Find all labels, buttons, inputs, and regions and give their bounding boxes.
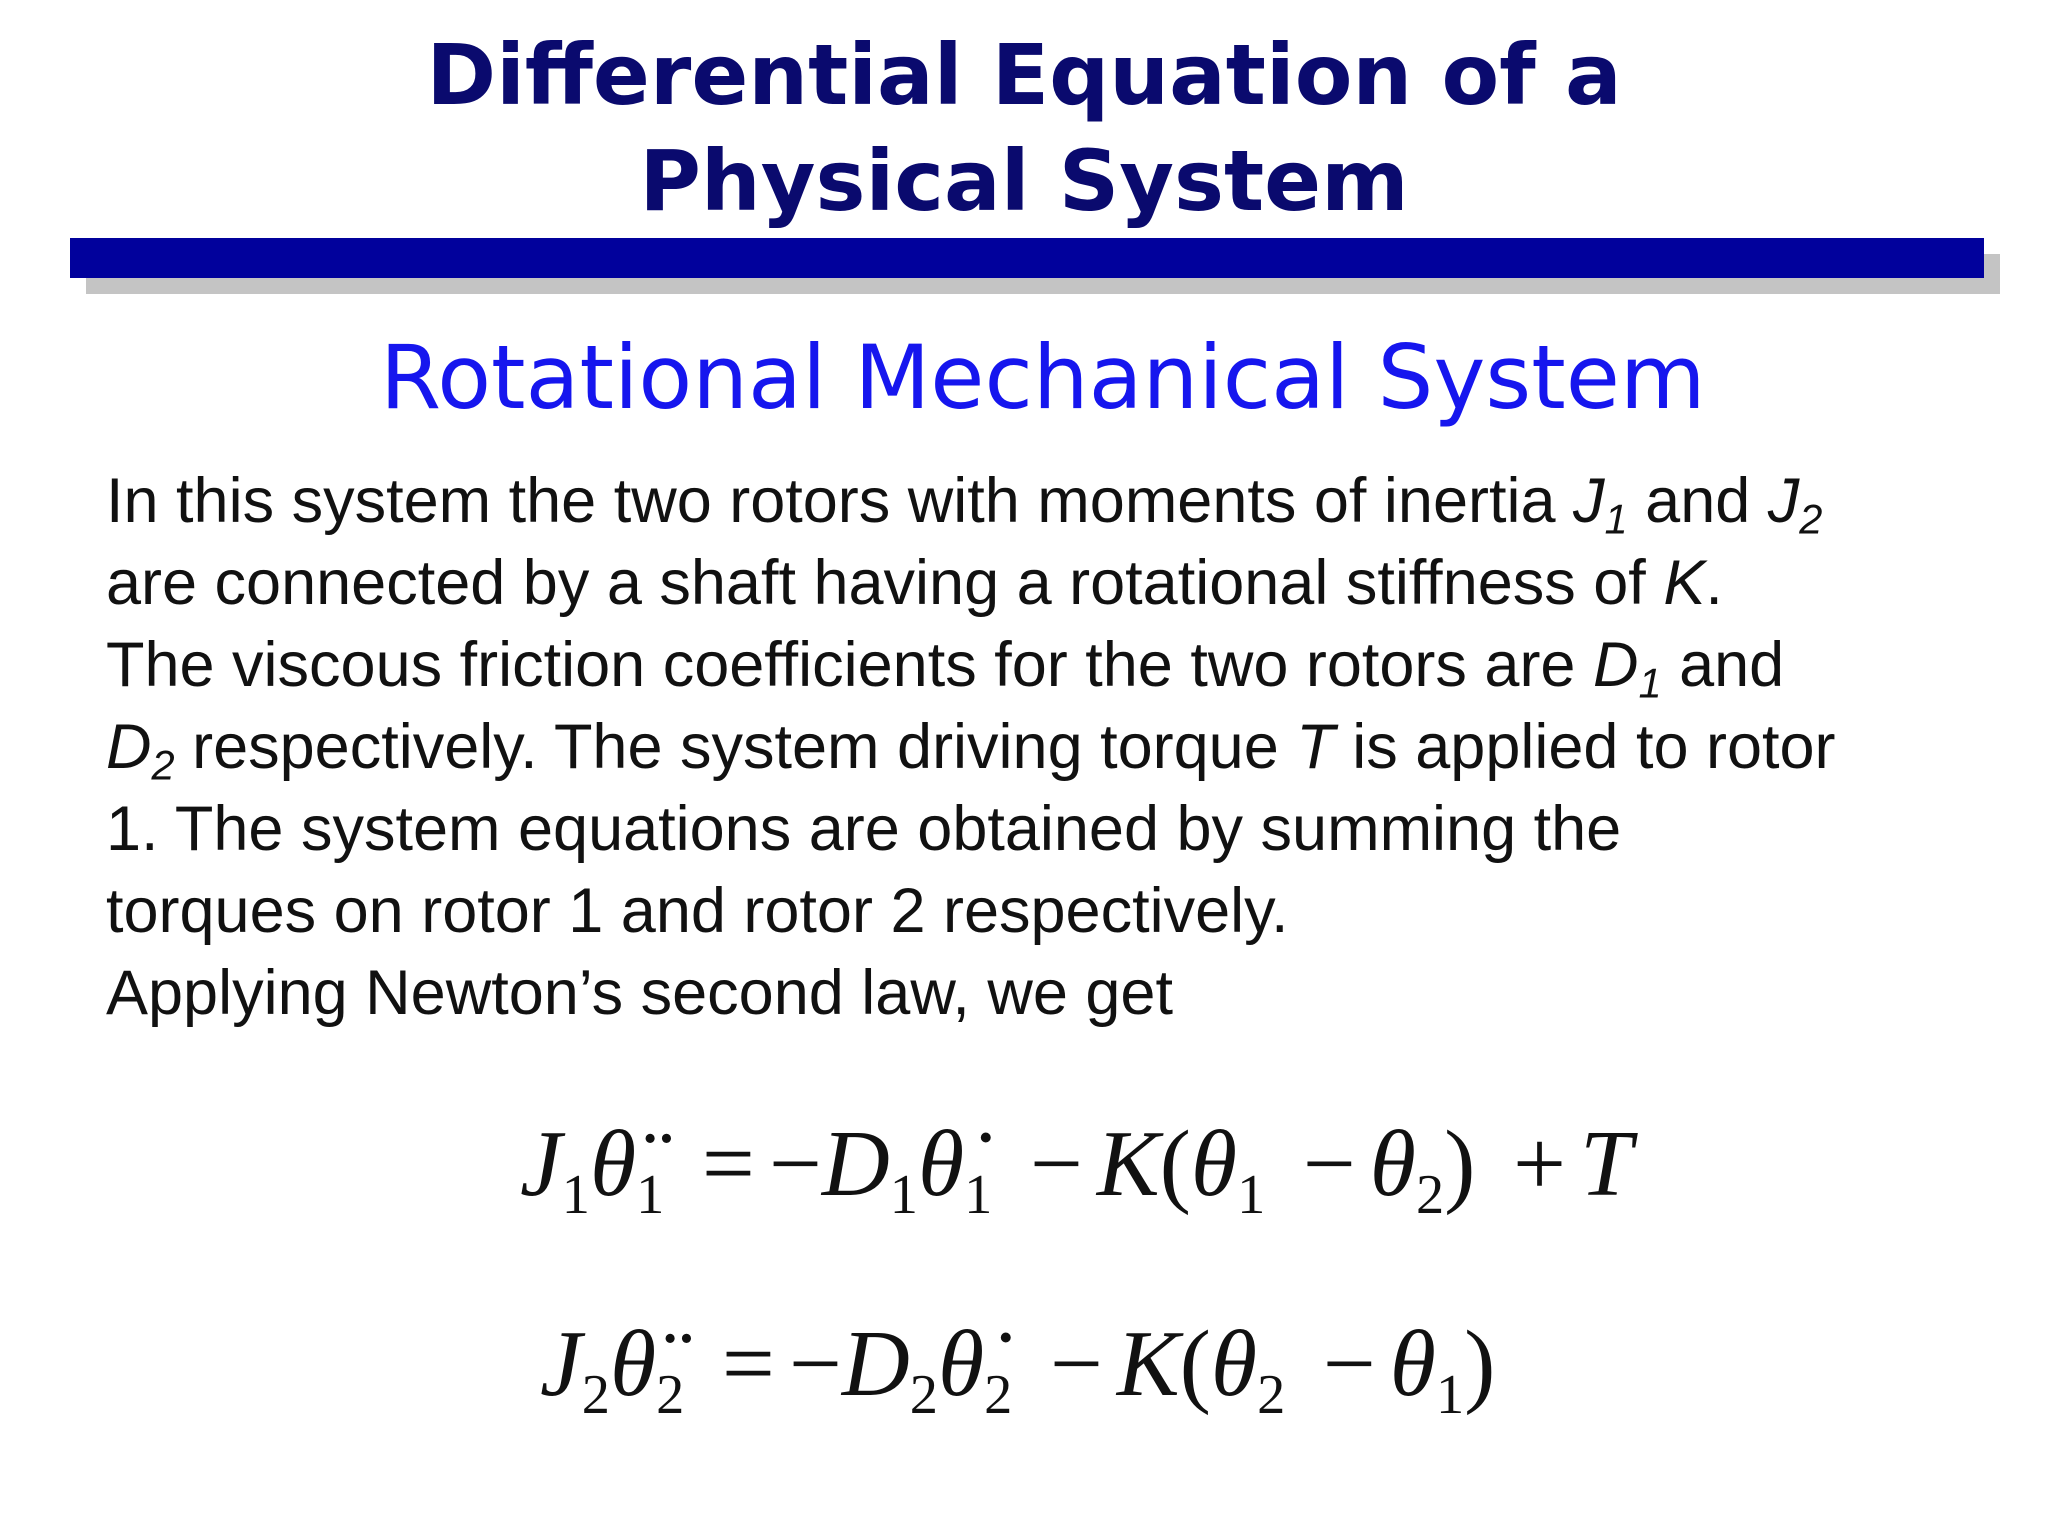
- eq-theta-ddot: θ̈: [589, 1112, 637, 1216]
- symbol: D: [106, 712, 152, 782]
- eq-theta-ddot: θ̈: [609, 1312, 657, 1416]
- eq-subscript: 2: [1257, 1364, 1286, 1427]
- symbol: J: [1573, 466, 1605, 536]
- eq-k: K: [1116, 1312, 1180, 1416]
- body-line-7: Applying Newton’s second law, we get: [106, 958, 1173, 1028]
- eq-subscript: 1: [889, 1164, 918, 1227]
- body-line-2: [106, 542, 2026, 624]
- eq-plus: +: [1512, 1112, 1566, 1216]
- stiffness-k: K: [1663, 548, 1706, 618]
- slide-title-line-2: Physical System: [639, 132, 1409, 230]
- symbol: J: [1767, 466, 1800, 536]
- equation-rotor-1: [520, 1110, 1633, 1227]
- body-text-run: and: [1661, 630, 1785, 700]
- eq-lparen: (: [1179, 1312, 1211, 1416]
- body-line-4: [106, 706, 2026, 788]
- eq-theta: θ: [1190, 1112, 1238, 1216]
- eq-theta-dot: θ̇: [937, 1312, 985, 1416]
- inertia-j2: [1767, 466, 1823, 543]
- slide-title-line-1: Differential Equation of a: [426, 26, 1622, 124]
- equation-rotor-2: [540, 1310, 1496, 1427]
- body-text-run: The viscous friction coefficients for the two rotors are: [106, 630, 1593, 700]
- eq-subscript: 2: [984, 1364, 1013, 1427]
- title-rule: [70, 238, 1984, 278]
- eq-subscript: 1: [964, 1164, 993, 1227]
- body-text-run: and: [1627, 466, 1768, 536]
- body-text-run: In this system the two rotors with moments of inertia: [106, 466, 1574, 536]
- eq-theta: θ: [1210, 1312, 1258, 1416]
- eq-subscript: 2: [581, 1364, 610, 1427]
- eq-minus: −: [788, 1312, 842, 1416]
- body-text-run: is applied to rotor: [1334, 712, 1836, 782]
- body-text-run: .: [1705, 548, 1723, 618]
- subscript: 2: [1799, 495, 1823, 543]
- body-text-run: respectively. The system driving torque: [174, 712, 1297, 782]
- eq-subscript: 1: [561, 1164, 590, 1227]
- body-line-5: 1. The system equations are obtained by summing the: [106, 794, 1622, 864]
- body-text-run: are connected by a shaft having a rotational stiffness of: [106, 548, 1664, 618]
- body-line-6: torques on rotor 1 and rotor 2 respectively.: [106, 876, 1289, 946]
- friction-d2: [106, 712, 175, 789]
- eq-rparen: ): [1444, 1112, 1476, 1216]
- subscript: 1: [1604, 495, 1628, 543]
- eq-minus: −: [1029, 1112, 1083, 1216]
- eq-subscript: 1: [1237, 1164, 1266, 1227]
- eq-subscript: 2: [909, 1364, 938, 1427]
- eq-subscript: 2: [656, 1364, 685, 1427]
- slide-title: [0, 22, 2048, 234]
- inertia-j1: [1573, 466, 1628, 543]
- eq-theta: θ: [1389, 1312, 1436, 1416]
- friction-d1: [1592, 630, 1662, 707]
- eq-theta-dot: θ̇: [917, 1112, 965, 1216]
- eq-j: J: [540, 1312, 582, 1416]
- body-line-1: [106, 460, 2026, 542]
- eq-lparen: (: [1159, 1112, 1191, 1216]
- torque-t: T: [1296, 712, 1335, 782]
- slide-subtitle: Rotational Mechanical System: [380, 326, 1706, 429]
- eq-d: D: [821, 1112, 890, 1216]
- eq-j: J: [520, 1112, 562, 1216]
- eq-k: K: [1096, 1112, 1160, 1216]
- eq-t: T: [1580, 1112, 1633, 1216]
- symbol: D: [1592, 630, 1639, 700]
- body-line-3: [106, 624, 2026, 706]
- eq-minus: −: [1302, 1112, 1356, 1216]
- eq-minus: −: [768, 1112, 822, 1216]
- eq-d: D: [841, 1312, 910, 1416]
- subscript: 2: [151, 741, 175, 789]
- subscript: 1: [1638, 659, 1662, 707]
- eq-minus: −: [1322, 1312, 1376, 1416]
- eq-minus: −: [1049, 1312, 1103, 1416]
- eq-subscript: 2: [1415, 1164, 1445, 1227]
- eq-equals: =: [701, 1112, 755, 1216]
- eq-subscript: 1: [1435, 1364, 1465, 1427]
- eq-equals: =: [721, 1312, 775, 1416]
- body-text: [106, 460, 2026, 1034]
- eq-subscript: 1: [636, 1164, 665, 1227]
- eq-theta: θ: [1369, 1112, 1416, 1216]
- eq-rparen: ): [1464, 1312, 1496, 1416]
